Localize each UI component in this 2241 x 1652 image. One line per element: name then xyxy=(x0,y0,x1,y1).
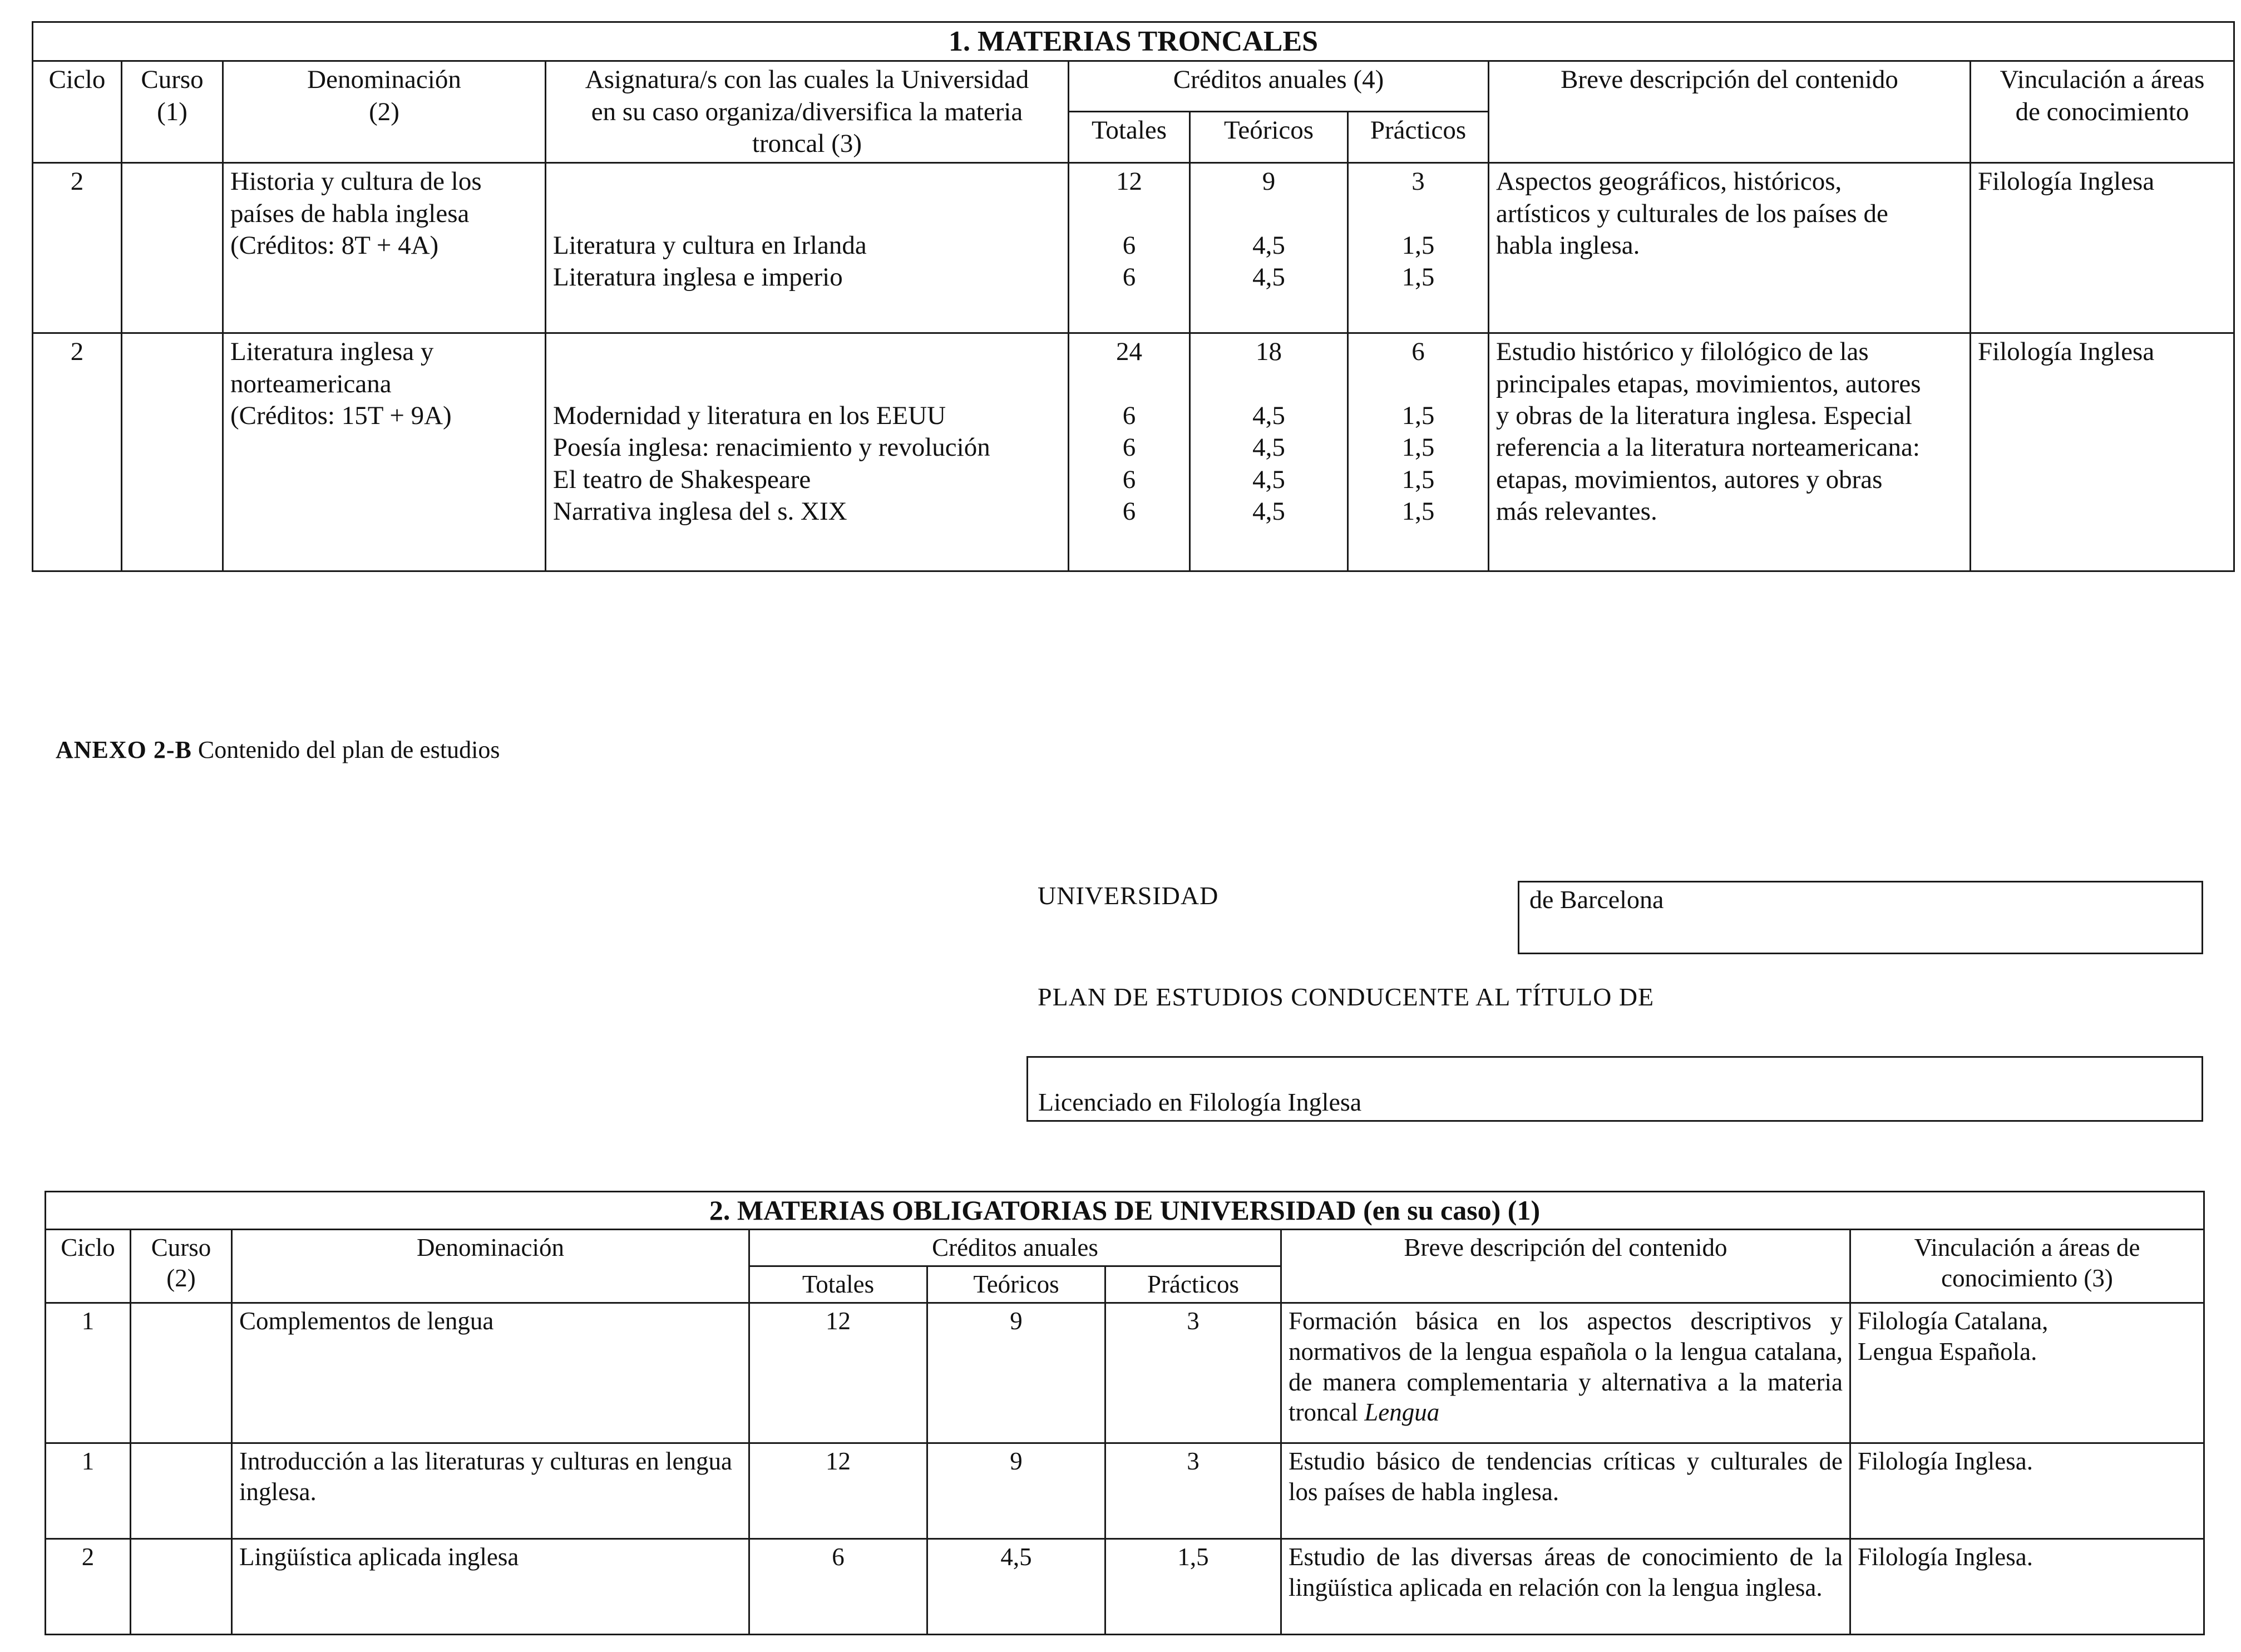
header-denominacion: Denominación xyxy=(232,1230,749,1303)
header-practicos: Prácticos xyxy=(1105,1266,1281,1303)
titulo-value: Licenciado en Filología Inglesa xyxy=(1038,1088,1362,1116)
header-teoricos: Teóricos xyxy=(1190,112,1348,163)
asignatura-item: Modernidad y literatura en los EEUU xyxy=(553,401,946,431)
cell-curso xyxy=(122,333,223,571)
cell-vinculacion: Filología Catalana, Lengua Española. xyxy=(1850,1303,2204,1443)
titulo-field xyxy=(1026,1056,2203,1122)
header-totales: Totales xyxy=(749,1266,927,1303)
cell-vinculacion: Filología Inglesa. xyxy=(1850,1538,2204,1634)
table-row xyxy=(46,1443,2204,1538)
header-vinculacion: Vinculación a áreas de conocimiento xyxy=(1971,61,2234,163)
cell-practicos: 6 1,5 1,5 1,5 1,5 xyxy=(1348,333,1489,571)
cell-vinculacion: Filología Inglesa xyxy=(1971,333,2234,571)
asignatura-item: Poesía inglesa: renacimiento y revolución xyxy=(553,433,990,462)
cell-descripcion: Estudio histórico y filológico de las principales etapas, movimientos, autores y obras de la literatura inglesa. Especial referencia a la literatura norteamericana: etapas, movimientos, autores y obras más relevantes. xyxy=(1489,333,1971,571)
cell-asignaturas xyxy=(546,333,1069,571)
descripcion-italic: Lengua xyxy=(1364,1398,1440,1427)
cell-practicos: 3 xyxy=(1105,1443,1281,1538)
universidad-label: UNIVERSIDAD xyxy=(1038,881,1219,910)
cell-totales: 12 6 6 xyxy=(1069,163,1190,333)
header-practicos: Prácticos xyxy=(1348,112,1489,163)
table-row xyxy=(46,1538,2204,1634)
header-curso: Curso (2) xyxy=(131,1230,232,1303)
cell-ciclo: 1 xyxy=(46,1303,131,1443)
header-vinculacion: Vinculación a áreas de conocimiento (3) xyxy=(1850,1230,2204,1303)
universidad-field xyxy=(1518,881,2203,954)
materias-troncales-table xyxy=(32,21,2235,572)
cell-denominacion: Introducción a las literaturas y culturas en lengua inglesa. xyxy=(232,1443,749,1538)
universidad-value: de Barcelona xyxy=(1529,885,1664,914)
header-creditos: Créditos anuales xyxy=(749,1230,1281,1266)
cell-ciclo: 2 xyxy=(33,163,122,333)
header-denominacion: Denominación (2) xyxy=(223,61,546,163)
header-ciclo: Ciclo xyxy=(46,1230,131,1303)
cell-teoricos: 4,5 xyxy=(927,1538,1105,1634)
cell-practicos: 3 1,5 1,5 xyxy=(1348,163,1489,333)
cell-practicos: 1,5 xyxy=(1105,1538,1281,1634)
asignatura-item: Literatura y cultura en Irlanda xyxy=(553,231,867,260)
header-totales: Totales xyxy=(1069,112,1190,163)
cell-teoricos: 9 xyxy=(927,1443,1105,1538)
cell-descripcion: Estudio de las diversas áreas de conocimiento de la lingüística aplicada en relación con la lengua inglesa. xyxy=(1281,1538,1850,1634)
cell-practicos: 3 xyxy=(1105,1303,1281,1443)
header-creditos: Créditos anuales (4) xyxy=(1069,61,1489,112)
table1-title: 1. MATERIAS TRONCALES xyxy=(33,22,2234,61)
cell-totales: 12 xyxy=(749,1303,927,1443)
table-row xyxy=(33,333,2234,571)
cell-teoricos: 9 xyxy=(927,1303,1105,1443)
header-descripcion: Breve descripción del contenido xyxy=(1489,61,1971,163)
cell-asignaturas xyxy=(546,163,1069,333)
asignatura-item: El teatro de Shakespeare xyxy=(553,465,811,494)
plan-label: PLAN DE ESTUDIOS CONDUCENTE AL TÍTULO DE xyxy=(1038,983,1655,1011)
cell-ciclo: 2 xyxy=(46,1538,131,1634)
cell-curso xyxy=(131,1303,232,1443)
cell-descripcion: Formación básica en los aspectos descriptivos y normativos de la lengua española o la lengua catalana, de manera complementaria y alternativa a la materia troncal Lengua xyxy=(1281,1303,1850,1443)
cell-curso xyxy=(122,163,223,333)
cell-totales: 24 6 6 6 6 xyxy=(1069,333,1190,571)
cell-totales: 6 xyxy=(749,1538,927,1634)
anexo-text: Contenido del plan de estudios xyxy=(191,736,500,763)
cell-totales: 12 xyxy=(749,1443,927,1538)
cell-descripcion: Aspectos geográficos, históricos, artísticos y culturales de los países de habla inglesa. xyxy=(1489,163,1971,333)
materias-obligatorias-table xyxy=(45,1191,2205,1635)
header-curso: Curso (1) xyxy=(122,61,223,163)
cell-teoricos: 18 4,5 4,5 4,5 4,5 xyxy=(1190,333,1348,571)
header-asignaturas: Asignatura/s con las cuales la Universidad en su caso organiza/diversifica la materia troncal (3) xyxy=(546,61,1069,163)
cell-vinculacion: Filología Inglesa. xyxy=(1850,1443,2204,1538)
header-teoricos: Teóricos xyxy=(927,1266,1105,1303)
table-row xyxy=(33,163,2234,333)
table2-title: 2. MATERIAS OBLIGATORIAS DE UNIVERSIDAD (en su caso) (1) xyxy=(46,1192,2204,1230)
header-ciclo: Ciclo xyxy=(33,61,122,163)
cell-curso xyxy=(131,1443,232,1538)
header-descripcion: Breve descripción del contenido xyxy=(1281,1230,1850,1303)
anexo-label: ANEXO 2-B xyxy=(56,736,192,763)
cell-curso xyxy=(131,1538,232,1634)
cell-denominacion: Historia y cultura de los países de habla inglesa (Créditos: 8T + 4A) xyxy=(223,163,546,333)
cell-denominacion: Literatura inglesa y norteamericana (Créditos: 15T + 9A) xyxy=(223,333,546,571)
table-row xyxy=(46,1303,2204,1443)
anexo-heading xyxy=(56,736,500,764)
cell-teoricos: 9 4,5 4,5 xyxy=(1190,163,1348,333)
cell-ciclo: 1 xyxy=(46,1443,131,1538)
asignatura-item: Literatura inglesa e imperio xyxy=(553,263,843,292)
asignatura-item: Narrativa inglesa del s. XIX xyxy=(553,497,847,526)
cell-denominacion: Lingüística aplicada inglesa xyxy=(232,1538,749,1634)
cell-vinculacion: Filología Inglesa xyxy=(1971,163,2234,333)
cell-descripcion: Estudio básico de tendencias críticas y culturales de los países de habla inglesa. xyxy=(1281,1443,1850,1538)
cell-ciclo: 2 xyxy=(33,333,122,571)
cell-denominacion: Complementos de lengua xyxy=(232,1303,749,1443)
